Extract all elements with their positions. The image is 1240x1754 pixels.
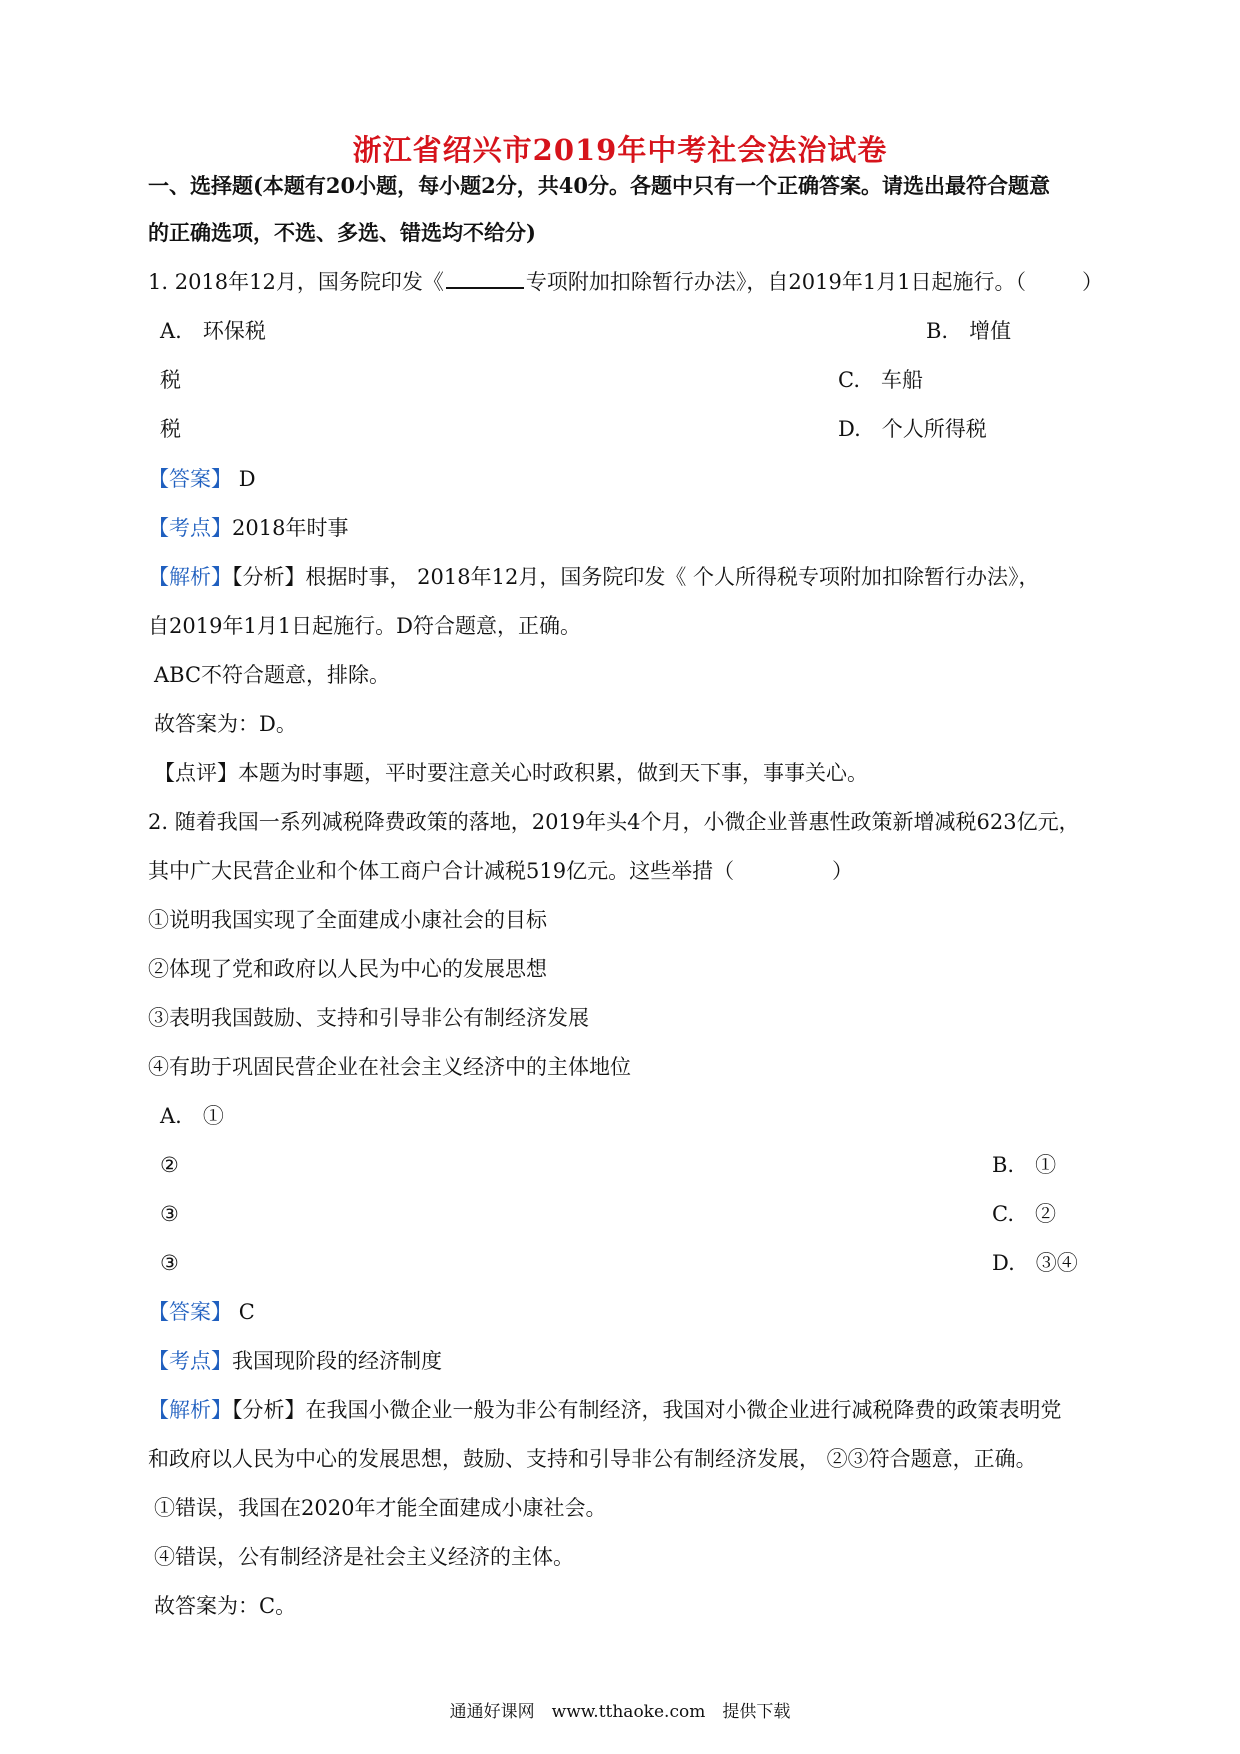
- q1-answer-tag: 【答案】: [148, 467, 232, 491]
- q2-stem-line2: 其中广大民营企业和个体工商户合计减税519亿元。这些举措（: [148, 859, 735, 883]
- q1-analysis-line4: 故答案为：D。: [154, 712, 297, 736]
- q2-option-c-tail: ③: [160, 1251, 179, 1275]
- q2-analysis-tag: 【解析】: [148, 1398, 232, 1422]
- q1-point-tag: 【考点】: [148, 516, 232, 540]
- q1-option-c: C. 车船: [838, 368, 923, 392]
- q2-item-4: ④有助于巩固民营企业在社会主义经济中的主体地位: [148, 1055, 631, 1079]
- q2-answer-tag: 【答案】: [148, 1300, 232, 1324]
- q2-item-3: ③表明我国鼓励、支持和引导非公有制经济发展: [148, 1006, 589, 1030]
- q1-option-b: B. 增值: [926, 319, 1012, 343]
- q1-comment: 【点评】本题为时事题，平时要注意关心时政积累，做到天下事，事事关心。: [154, 761, 868, 785]
- q2-analysis-line1: [148, 1396, 1062, 1424]
- q1-blank: [446, 269, 524, 289]
- q2-option-b: B. ①: [992, 1153, 1057, 1177]
- q1-analysis-text1: 【分析】根据时事， 2018年12月，国务院印发《 个人所得税专项附加扣除暂行办法》，: [232, 565, 1040, 589]
- q1-paren-close: ）: [1082, 270, 1103, 294]
- section-heading-line2: 的正确选项，不选、多选、错选均不给分): [148, 220, 536, 245]
- q2-answer-value: C: [238, 1300, 255, 1324]
- q1-analysis-line2: 自2019年1月1日起施行。D符合题意，正确。: [148, 614, 582, 638]
- q1-answer: [148, 465, 256, 493]
- q2-item-2: ②体现了党和政府以人民为中心的发展思想: [148, 957, 547, 981]
- q1-option-c-tail: 税: [160, 417, 181, 441]
- q2-option-c: C. ②: [992, 1202, 1056, 1226]
- page-footer: 通通好课网 www.tthaoke.com 提供下载: [449, 1702, 791, 1722]
- q2-point-value: 我国现阶段的经济制度: [232, 1349, 442, 1373]
- q2-option-b-tail: ③: [160, 1202, 179, 1226]
- q2-analysis-line3: ①错误，我国在2020年才能全面建成小康社会。: [154, 1496, 607, 1520]
- q2-point: [148, 1347, 442, 1375]
- q2-paren-close: ）: [832, 859, 853, 883]
- q1-option-b-tail: 税: [160, 368, 181, 392]
- q2-stem-line1: 2. 随着我国一系列减税降费政策的落地，2019年头4个月，小微企业普惠性政策新增减税623亿元，: [148, 810, 1080, 834]
- q2-option-a: A. ①: [160, 1104, 224, 1128]
- page-title: 浙江省绍兴市2019年中考社会法治试卷: [352, 133, 888, 167]
- q1-answer-value: D: [238, 467, 256, 491]
- q1-stem: [148, 268, 1026, 296]
- q2-option-a-tail: ②: [160, 1153, 179, 1177]
- q2-analysis-line4: ④错误，公有制经济是社会主义经济的主体。: [154, 1545, 574, 1569]
- q1-stem-after: 专项附加扣除暂行办法》，自2019年1月1日起施行。（: [525, 270, 1027, 294]
- q2-analysis-line5: 故答案为：C。: [154, 1594, 297, 1618]
- q2-analysis-line2: 和政府以人民为中心的发展思想，鼓励、支持和引导非公有制经济发展， ②③符合题意，正确。: [148, 1447, 1037, 1471]
- q2-answer: [148, 1298, 255, 1326]
- q2-analysis-text1: 【分析】在我国小微企业一般为非公有制经济，我国对小微企业进行减税降费的政策表明党: [232, 1398, 1062, 1422]
- q1-analysis-line1: [148, 563, 1040, 591]
- q1-analysis-line3: ABC不符合题意，排除。: [154, 663, 391, 687]
- q1-option-d: D. 个人所得税: [838, 417, 987, 441]
- q2-point-tag: 【考点】: [148, 1349, 232, 1373]
- q2-option-d: D. ③④: [992, 1251, 1078, 1275]
- q1-stem-before: 1. 2018年12月，国务院印发《: [148, 270, 444, 294]
- q1-option-a: A. 环保税: [160, 319, 266, 343]
- q1-analysis-tag: 【解析】: [148, 565, 232, 589]
- q2-item-1: ①说明我国实现了全面建成小康社会的目标: [148, 908, 547, 932]
- section-heading-line1: 一、选择题(本题有20小题，每小题2分，共40分。各题中只有一个正确答案。请选出最符合题意: [148, 173, 1050, 198]
- q1-point: [148, 514, 348, 542]
- q1-point-value: 2018年时事: [232, 516, 349, 540]
